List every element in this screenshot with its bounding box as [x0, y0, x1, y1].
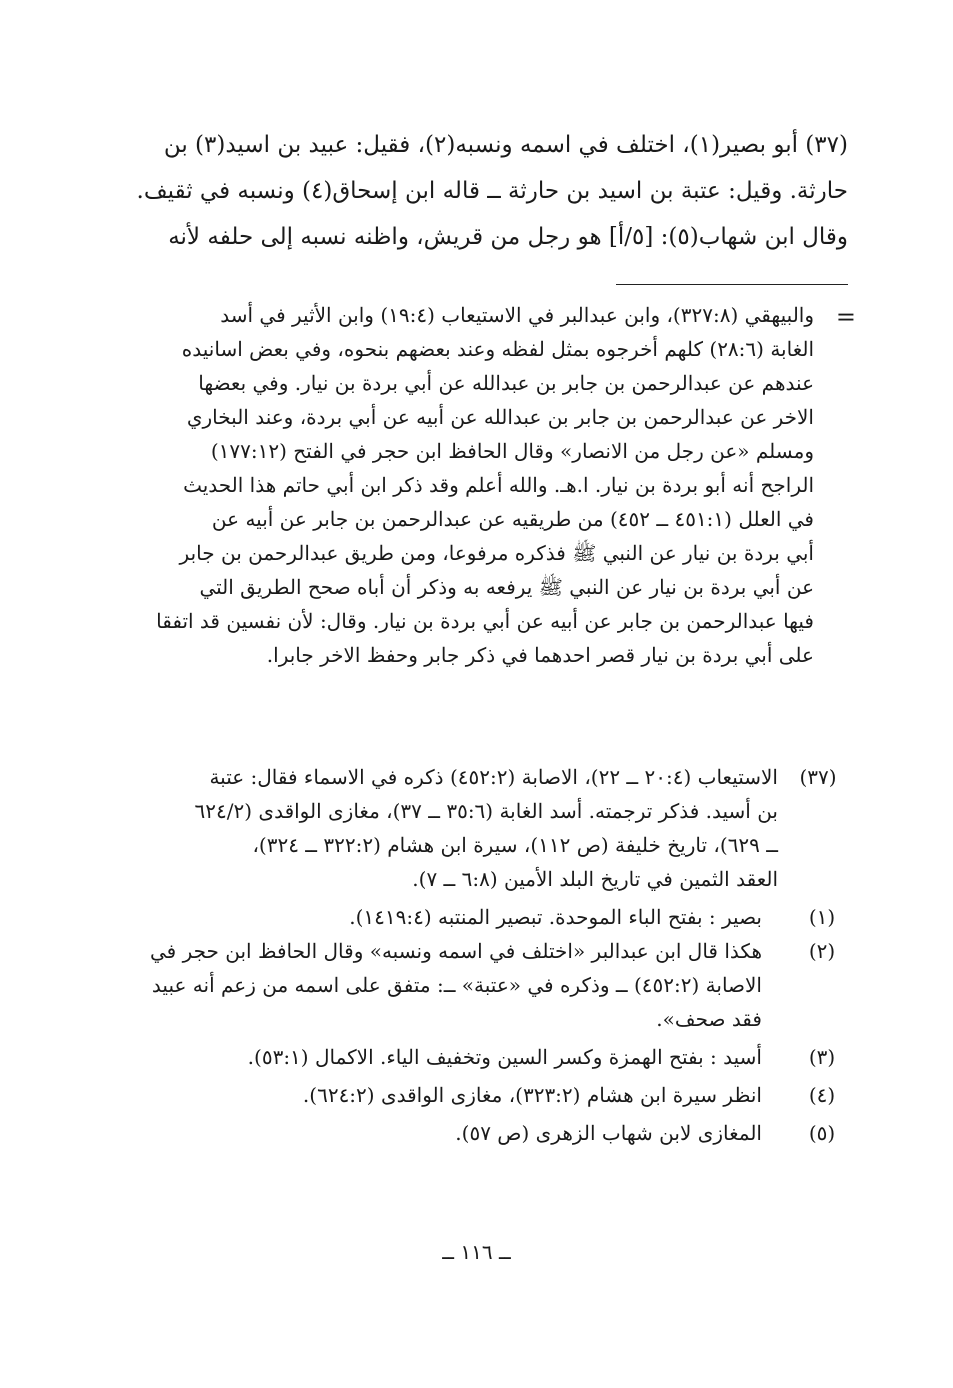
footnote-separator — [616, 284, 848, 285]
note-number: (٥) — [808, 1121, 836, 1145]
notes-section — [103, 760, 848, 1150]
main-line: حارثة. وقيل: عتبة بن اسيد بن حارثة ــ قاله ابن إسحاق(٤) ونسبه في ثقيف. — [136, 178, 848, 204]
note-1 — [103, 900, 848, 934]
note-line: ــ ٦٢٩)، تاريخ خليفة (ص ١١٢)، سيرة ابن هشام (٣٢٢:٢ ــ ٣٢٤)، — [252, 833, 778, 857]
note-number: (١) — [808, 905, 836, 929]
main-text — [120, 122, 848, 260]
footnote-line: أبي بردة بن نيار عن النبي ﷺ فذكره مرفوعا، ومن طريق عبدالرحمن بن جابر — [179, 541, 814, 565]
note-line: بن أسيد. فذكر ترجمته. أسد الغابة (٣٥:٦ ــ ٣٧)، مغازى الواقدى (٦٢٤/٢ — [194, 799, 778, 823]
footnote-line: الغابة (٢٨:٦) كلهم أخرجوه بمثل لفظه وعند بعضهم بنحوه، وفي بعض اسانيده — [181, 337, 814, 361]
main-line: (٣٧) أبو بصير(١)، اختلف في اسمه ونسبه(٢)، فقيل: عبيد بن اسيد(٣) بن — [163, 132, 848, 158]
note-line: الاصابة (٤٥٢:٢) ــ وذكره في «عتبة» ــ: متفق على اسمه من زعم أنه عبيد — [151, 973, 762, 997]
note-line: هكذا قال ابن عبدالبر «اختلف في اسمه ونسبه» وقال الحافظ ابن حجر في — [150, 939, 762, 963]
continuation-mark: = — [835, 303, 856, 331]
note-3 — [103, 1040, 848, 1074]
footnote-line: والبيهقي (٣٢٧:٨)، وابن عبدالبر في الاستيعاب (١٩:٤) وابن الأثير في أسد — [220, 303, 814, 327]
note-number: (٣٧) — [799, 765, 837, 789]
footnote-line: الاخر عن عبدالرحمن بن جابر بن عبدالله عن أبيه عن أبي بردة، وعند البخاري — [186, 405, 814, 429]
footnote-line: عن أبي بردة بن نيار عن النبي ﷺ يرفعه به وذكر أن أباه صحح الطريق التي — [199, 575, 814, 599]
note-line: العقد الثمين في تاريخ البلد الأمين (٦:٨ ــ ٧). — [412, 867, 778, 891]
footnote-continuation — [103, 298, 856, 672]
page-number: ــ ١١٦ ــ — [442, 1240, 511, 1264]
note-5 — [103, 1116, 848, 1150]
footnote-line: في العلل (٤٥١:١ ــ ٤٥٢) من طريقيه عن عبدالرحمن بن جابر عن أبيه عن — [211, 507, 814, 531]
footnote-line: فيها عبدالرحمن بن جابر عن أبيه عن أبي بردة بن نيار. وقال: لأن نفسين قد اتفقا — [156, 609, 814, 633]
note-4 — [103, 1078, 848, 1112]
main-line: وقال ابن شهاب(٥): [٥/أ] هو رجل من قريش، واظنه نسبه إلى حلفه لأنه — [168, 224, 848, 250]
footnote-line: على أبي بردة بن نيار قصر احدهما في ذكر جابر وحفظ الاخر جابرا. — [266, 643, 814, 667]
note-line: الاستيعاب (٢٠:٤ ــ ٢٢)، الاصابة (٤٥٢:٢) ذكره في الاسماء فقال: عتبة — [209, 765, 778, 789]
note-line: المغازى لابن شهاب الزهرى (ص ٥٧). — [455, 1121, 762, 1145]
note-line: بصير : بفتح الباء الموحدة. تبصير المنتبه (١٤١٩:٤). — [349, 905, 762, 929]
footnote-line: الراجح أنه أبو بردة بن نيار. ا.هـ. والله أعلم وقد ذكر ابن أبي حاتم هذا الحديث — [183, 473, 814, 497]
note-line: فقد صحف». — [656, 1007, 762, 1031]
note-number: (٣) — [808, 1045, 836, 1069]
note-line: انظر سيرة ابن هشام (٣٢٣:٢)، مغازى الواقدى (٦٢٤:٢). — [302, 1083, 762, 1107]
note-number: (٤) — [808, 1083, 836, 1107]
note-line: أسيد : بفتح الهمزة وكسر السين وتخفيف الياء. الاكمال (٥٣:١). — [247, 1045, 762, 1069]
note-number: (٢) — [808, 939, 836, 963]
note-2 — [103, 934, 848, 1036]
footnote-line: ومسلم «عن رجل من الانصار» وقال الحافظ ابن حجر في الفتح (١٧٧:١٢) — [210, 439, 814, 463]
footnote-line: عندهم عن عبدالرحمن بن جابر بن عبدالله عن أبي بردة بن نيار. وفي بعضها — [198, 371, 814, 395]
note-37 — [103, 760, 848, 896]
